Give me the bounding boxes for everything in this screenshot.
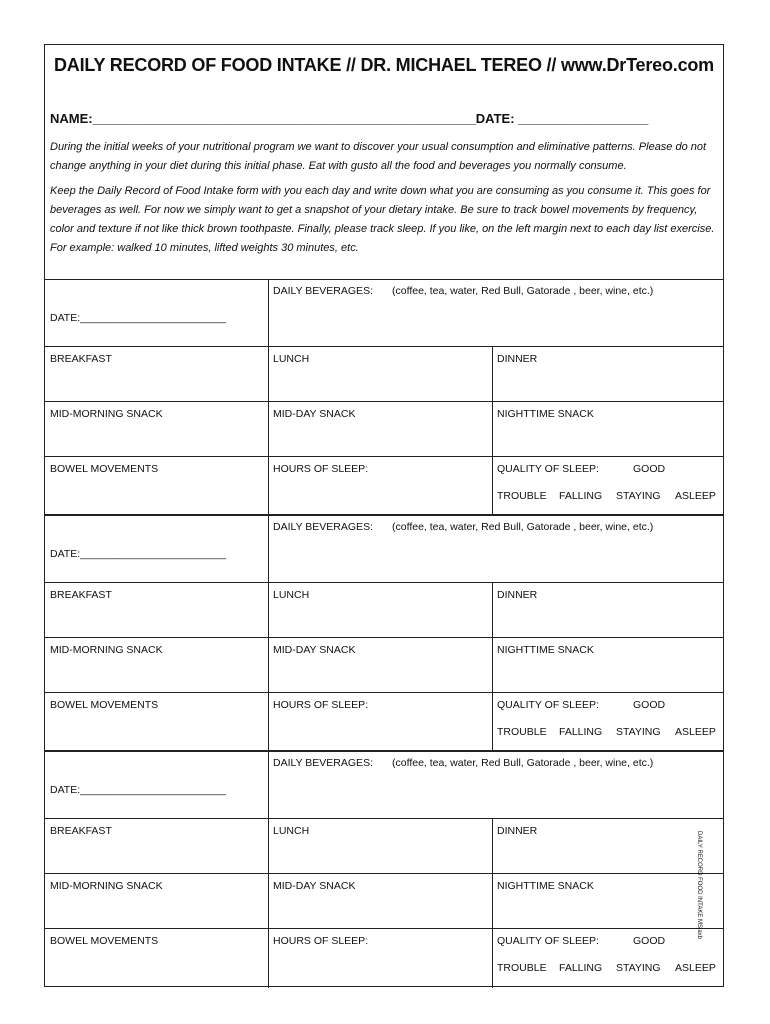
- breakfast-field[interactable]: BREAKFAST: [50, 353, 112, 365]
- sleep-option-good[interactable]: GOOD: [633, 463, 666, 475]
- divider: [45, 401, 723, 402]
- daily-beverages-label: DAILY BEVERAGES:: [273, 521, 373, 533]
- date-field[interactable]: DATE:_________________________: [50, 312, 227, 324]
- lunch-field[interactable]: LUNCH: [273, 589, 310, 601]
- mid-day-snack-field[interactable]: MID-DAY SNACK: [273, 408, 356, 420]
- dinner-field[interactable]: DINNER: [497, 353, 538, 365]
- divider: [45, 637, 723, 638]
- instructions-paragraph: Keep the Daily Record of Food Intake form with you each day and write down what you are consuming as you consume it. This goes for beverages as well. For now we simply want to get a snapshot of your dietary intake. Be sure to track bowel movements by frequency, color and texture if not like thick brown toothpaste. Finally, please track sleep. If you like, on the left margin next to each day list exercise. For example: walked 10 minutes, lifted weights 30 minutes, etc.: [50, 185, 715, 254]
- sleep-option-staying[interactable]: STAYING: [616, 726, 661, 738]
- sleep-option-trouble[interactable]: TROUBLE: [497, 490, 547, 502]
- divider: [492, 818, 493, 988]
- mid-morning-snack-field[interactable]: MID-MORNING SNACK: [50, 644, 163, 656]
- bowel-movements-field[interactable]: BOWEL MOVEMENTS: [50, 935, 159, 947]
- date-field[interactable]: DATE:_________________________: [50, 784, 227, 796]
- sleep-option-asleep[interactable]: ASLEEP: [675, 726, 716, 738]
- beverages-hint: (coffee, tea, water, Red Bull, Gatorade , beer, wine, etc.): [392, 285, 654, 297]
- sleep-option-trouble[interactable]: TROUBLE: [497, 726, 547, 738]
- divider: [45, 456, 723, 457]
- lunch-field[interactable]: LUNCH: [273, 353, 310, 365]
- hours-of-sleep-field[interactable]: HOURS OF SLEEP:: [273, 935, 369, 947]
- sleep-option-asleep[interactable]: ASLEEP: [675, 490, 716, 502]
- nighttime-snack-field[interactable]: NIGHTTIME SNACK: [497, 644, 594, 656]
- mid-day-snack-field[interactable]: MID-DAY SNACK: [273, 880, 356, 892]
- quality-of-sleep-label: QUALITY OF SLEEP:: [497, 935, 599, 947]
- day-section: [45, 751, 723, 987]
- divider: [268, 751, 269, 988]
- divider: [45, 582, 723, 583]
- divider: [45, 873, 723, 874]
- quality-of-sleep-label: QUALITY OF SLEEP:: [497, 699, 599, 711]
- divider: [45, 928, 723, 929]
- dinner-field[interactable]: DINNER: [497, 589, 538, 601]
- bowel-movements-field[interactable]: BOWEL MOVEMENTS: [50, 699, 159, 711]
- divider: [492, 582, 493, 751]
- dinner-field[interactable]: DINNER: [497, 825, 538, 837]
- sleep-option-staying[interactable]: STAYING: [616, 962, 661, 974]
- bowel-movements-field[interactable]: BOWEL MOVEMENTS: [50, 463, 159, 475]
- food-intake-form: [44, 44, 724, 987]
- sleep-option-falling[interactable]: FALLING: [559, 962, 603, 974]
- mid-day-snack-field[interactable]: MID-DAY SNACK: [273, 644, 356, 656]
- hours-of-sleep-field[interactable]: HOURS OF SLEEP:: [273, 463, 369, 475]
- intro-paragraph: During the initial weeks of your nutritional program we want to discover your usual consumption and eliminative patterns. Please do not change anything in your diet during this initial phase. Eat with gusto all the food and beverages you normally consume.: [50, 141, 707, 172]
- breakfast-field[interactable]: BREAKFAST: [50, 589, 112, 601]
- name-date-line[interactable]: NAME:_____________________________________________________DATE: __________________: [50, 111, 649, 126]
- quality-of-sleep-label: QUALITY OF SLEEP:: [497, 463, 599, 475]
- daily-beverages-label: DAILY BEVERAGES:: [273, 757, 373, 769]
- day-section: [45, 279, 723, 515]
- beverages-hint: (coffee, tea, water, Red Bull, Gatorade , beer, wine, etc.): [392, 757, 654, 769]
- divider: [45, 692, 723, 693]
- date-field[interactable]: DATE:_________________________: [50, 548, 227, 560]
- side-note: DAILY RECORD FOOD INTAKE MSjaxb: [696, 831, 702, 940]
- mid-morning-snack-field[interactable]: MID-MORNING SNACK: [50, 880, 163, 892]
- daily-beverages-label: DAILY BEVERAGES:: [273, 285, 373, 297]
- beverages-hint: (coffee, tea, water, Red Bull, Gatorade , beer, wine, etc.): [392, 521, 654, 533]
- lunch-field[interactable]: LUNCH: [273, 825, 310, 837]
- sleep-option-staying[interactable]: STAYING: [616, 490, 661, 502]
- day-section: [45, 515, 723, 751]
- sleep-option-asleep[interactable]: ASLEEP: [675, 962, 716, 974]
- mid-morning-snack-field[interactable]: MID-MORNING SNACK: [50, 408, 163, 420]
- divider: [268, 279, 269, 515]
- nighttime-snack-field[interactable]: NIGHTTIME SNACK: [497, 880, 594, 892]
- sleep-option-good[interactable]: GOOD: [633, 699, 666, 711]
- sleep-option-good[interactable]: GOOD: [633, 935, 666, 947]
- divider: [45, 346, 723, 347]
- divider: [492, 346, 493, 515]
- divider: [45, 818, 723, 819]
- nighttime-snack-field[interactable]: NIGHTTIME SNACK: [497, 408, 594, 420]
- form-title: DAILY RECORD OF FOOD INTAKE // DR. MICHAEL TEREO // www.DrTereo.com: [53, 55, 714, 75]
- form-header: [45, 45, 723, 280]
- sleep-option-falling[interactable]: FALLING: [559, 490, 603, 502]
- divider: [268, 515, 269, 751]
- sleep-option-falling[interactable]: FALLING: [559, 726, 603, 738]
- breakfast-field[interactable]: BREAKFAST: [50, 825, 112, 837]
- hours-of-sleep-field[interactable]: HOURS OF SLEEP:: [273, 699, 369, 711]
- sleep-option-trouble[interactable]: TROUBLE: [497, 962, 547, 974]
